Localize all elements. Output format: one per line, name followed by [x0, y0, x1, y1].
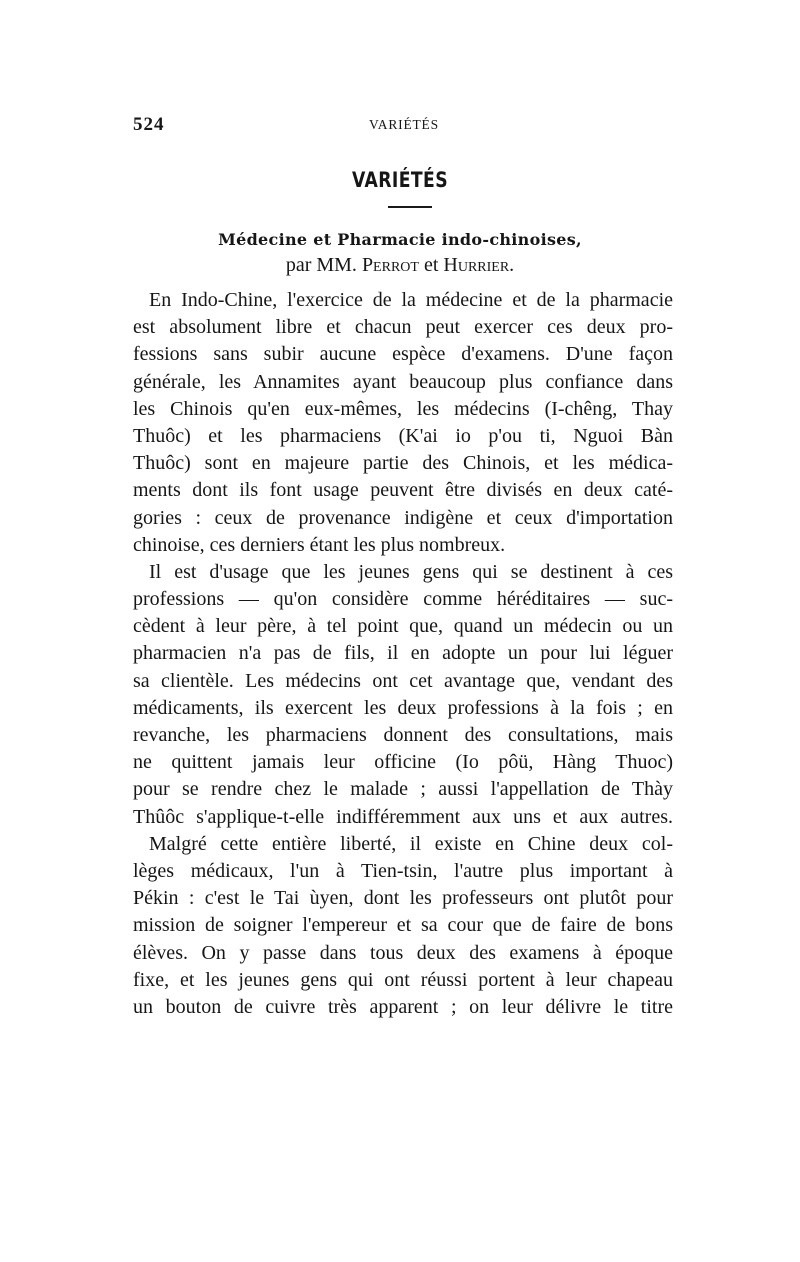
byline-prefix: par MM. — [285, 254, 362, 276]
text-line: cèdent à leur père, à tel point que, quand un médecin ou un — [133, 615, 673, 638]
text-line: chinoise, ces derniers étant les plus nombreux. — [133, 533, 506, 556]
page-number: 524 — [133, 114, 165, 135]
text-line: un bouton de cuivre très apparent ; on leur délivre le titre — [133, 995, 673, 1018]
byline-suffix: . — [509, 254, 515, 276]
text-line: Il est d'usage que les jeunes gens qui se destinent à ces — [149, 560, 673, 583]
title-rule — [388, 206, 432, 208]
text-line: médicaments, ils exercent les deux professions à la fois ; en — [133, 696, 673, 719]
text-line: ments dont ils font usage peuvent être divisés en deux caté- — [133, 479, 673, 502]
body-text — [133, 287, 673, 1021]
running-head — [133, 114, 673, 140]
author-hurrier: Hurrier — [443, 254, 510, 276]
text-line: professions — qu'on considère comme héréditaires — suc- — [133, 588, 673, 611]
text-line: pharmacien n'a pas de fils, il en adopte un pour lui léguer — [133, 642, 673, 665]
byline — [0, 254, 800, 277]
text-line: mission de soigner l'empereur et sa cour que de faire de bons — [133, 914, 673, 937]
byline-joiner: et — [418, 254, 444, 276]
section-title: VARIÉTÉS — [351, 168, 449, 192]
text-line: fessions sans subir aucune espèce d'examens. D'une façon — [133, 343, 673, 366]
text-line: En Indo-Chine, l'exercice de la médecine et de la pharmacie — [149, 289, 673, 311]
text-line: revanche, les pharmaciens donnent des consultations, mais — [133, 724, 673, 746]
author-perrot: Perrot — [361, 254, 419, 276]
text-line: fixe, et les jeunes gens qui ont réussi portent à leur chapeau — [133, 968, 673, 991]
text-line: est absolument libre et chacun peut exercer ces deux pro- — [133, 316, 673, 339]
text-line: Malgré cette entière liberté, il existe en Chine deux col- — [149, 832, 673, 855]
text-line: Thuôc) et les pharmaciens (K'ai io p'ou ti, Nguoi Bàn — [133, 424, 673, 447]
text-line: générale, les Annamites ayant beaucoup plus confiance dans — [133, 370, 673, 393]
running-title: VARIÉTÉS — [369, 117, 439, 132]
text-line: gories : ceux de provenance indigène et ceux d'importation — [133, 506, 673, 529]
text-line: Thuôc) sont en majeure partie des Chinois, et les médica- — [133, 452, 673, 475]
text-line: les Chinois qu'en eux-mêmes, les médecins (I-chêng, Thay — [133, 397, 673, 420]
text-line: pour se rendre chez le malade ; aussi l'appellation de Thày — [133, 778, 673, 801]
text-line: ne quittent jamais leur officine (Io pôü, Hàng Thuoc) — [133, 751, 673, 774]
text-line: Thûôc s'applique-t-elle indifféremment aux uns et aux autres. — [133, 805, 673, 828]
text-line: lèges médicaux, l'un à Tien-tsin, l'autre plus important à — [133, 859, 673, 882]
text-line: Pékin : c'est le Tai ùyen, dont les professeurs ont plutôt pour — [133, 887, 673, 910]
text-line: élèves. On y passe dans tous deux des examens à époque — [133, 941, 673, 964]
text-line: sa clientèle. Les médecins ont cet avantage que, vendant des — [133, 669, 673, 692]
article-title: Médecine et Pharmacie indo-chinoises, — [218, 230, 582, 249]
